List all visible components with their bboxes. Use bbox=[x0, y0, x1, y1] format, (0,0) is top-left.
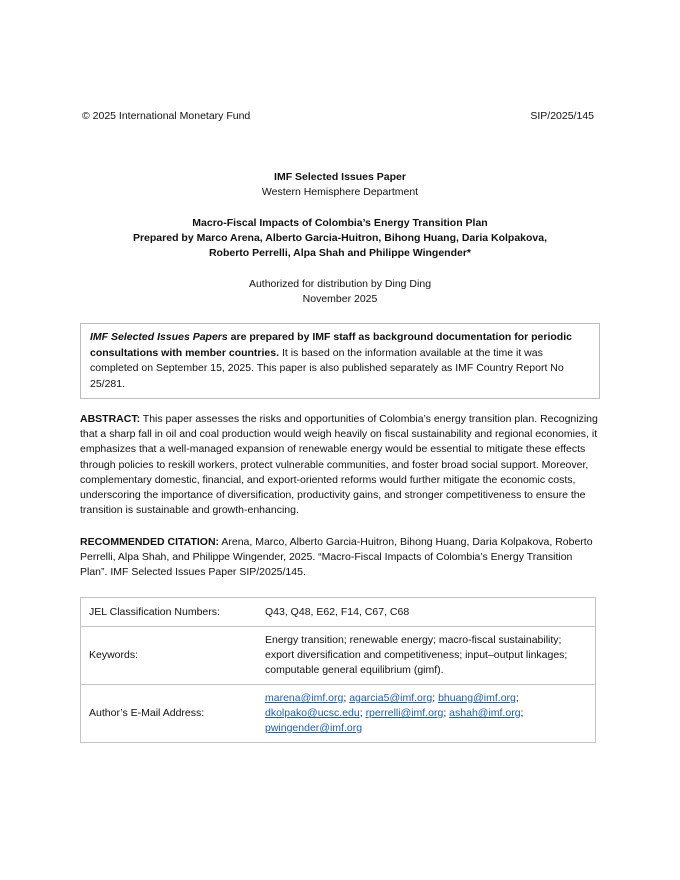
table-row bbox=[81, 627, 596, 685]
email-link[interactable]: dkolpako@ucsc.edu bbox=[265, 707, 360, 719]
email-link[interactable]: marena@imf.org bbox=[265, 692, 344, 704]
abstract bbox=[80, 412, 598, 518]
email-link[interactable]: rperrelli@imf.org bbox=[365, 707, 444, 719]
series-name: IMF Selected Issues Paper bbox=[274, 171, 406, 183]
disclaimer-text: It is based on the information available at the time it was completed on September 15, 2025. This paper is also published separately as IMF Country Report No 25/281. bbox=[90, 346, 564, 390]
table-row bbox=[81, 685, 596, 743]
recommended-citation bbox=[80, 535, 598, 581]
department: Western Hemisphere Department bbox=[261, 186, 419, 198]
email-list bbox=[257, 685, 596, 743]
title-block bbox=[80, 216, 600, 261]
disclaimer-series-name: IMF Selected Issues Papers bbox=[90, 331, 228, 343]
email-link[interactable]: agarcia5@imf.org bbox=[349, 692, 433, 704]
jel-value: Q43, Q48, E62, F14, C67, C68 bbox=[257, 598, 596, 627]
email-label: Author’s E-Mail Address: bbox=[81, 685, 258, 743]
abstract-label: ABSTRACT: bbox=[80, 413, 141, 425]
authorization-block bbox=[80, 277, 600, 307]
paper-title: Macro-Fiscal Impacts of Colombia’s Energy Transition Plan bbox=[192, 217, 488, 229]
email-link[interactable]: ashah@imf.org bbox=[449, 707, 521, 719]
email-separator: ; bbox=[443, 707, 450, 719]
authors-line-1: Prepared by Marco Arena, Alberto Garcia-Huitron, Bihong Huang, Daria Kolpakova, bbox=[132, 232, 548, 244]
citation-label: RECOMMENDED CITATION: bbox=[80, 536, 220, 548]
authorized-by: Authorized for distribution by Ding Ding bbox=[248, 278, 432, 290]
email-separator: ; bbox=[515, 692, 519, 704]
disclaimer-box bbox=[80, 323, 600, 399]
disclaimer-bold-text: are prepared by IMF staff as background documentation for periodic consultations with member countries. bbox=[90, 331, 572, 359]
email-link[interactable]: bhuang@imf.org bbox=[438, 692, 516, 704]
citation-text: Arena, Marco, Alberto Garcia-Huitron, Bihong Huang, Daria Kolpakova, Roberto Perrelli, Alpa Shah, and Philippe Wingender, 2025. “Macro-Fiscal Impacts of Colombia’s Energy Transition Plan”. IMF Selected Issues Paper SIP/2025/145. bbox=[80, 536, 593, 579]
metadata-table bbox=[80, 597, 596, 743]
keywords-value: Energy transition; renewable energy; macro-fiscal sustainability; export diversification and competitiveness; input–output linkages; computable general equilibrium (gimf). bbox=[257, 627, 596, 685]
paper-id: SIP/2025/145 bbox=[530, 110, 594, 122]
email-separator: ; bbox=[359, 707, 366, 719]
copyright-notice: © 2025 International Monetary Fund bbox=[82, 110, 251, 122]
email-separator: ; bbox=[343, 692, 350, 704]
authors-line-2: Roberto Perrelli, Alpa Shah and Philippe Wingender* bbox=[208, 247, 472, 259]
abstract-text: This paper assesses the risks and opportunities of Colombia’s energy transition plan. Recognizing that a sharp fall in oil and coal production would weigh heavily on fiscal sustainability and regional economies, it emphasizes that a well-managed expansion of renewable energy would be essential to mitigate these effects through policies to reskill workers, protect vulnerable communities, and foster broad social support. Moreover, complementary domestic, financial, and export-oriented reforms would further mitigate the economic costs, underscoring the importance of diversification, productivity gains, and stronger competitiveness to ensure the transition is sustainable and growth-enhancing. bbox=[80, 413, 598, 517]
series-header bbox=[80, 170, 600, 200]
page-header bbox=[82, 110, 594, 122]
email-link[interactable]: pwingender@imf.org bbox=[265, 722, 363, 734]
publication-date: November 2025 bbox=[302, 293, 378, 305]
table-row bbox=[81, 598, 596, 627]
email-separator: ; bbox=[432, 692, 439, 704]
keywords-label: Keywords: bbox=[81, 627, 258, 685]
jel-label: JEL Classification Numbers: bbox=[81, 598, 258, 627]
email-separator: ; bbox=[520, 707, 524, 719]
